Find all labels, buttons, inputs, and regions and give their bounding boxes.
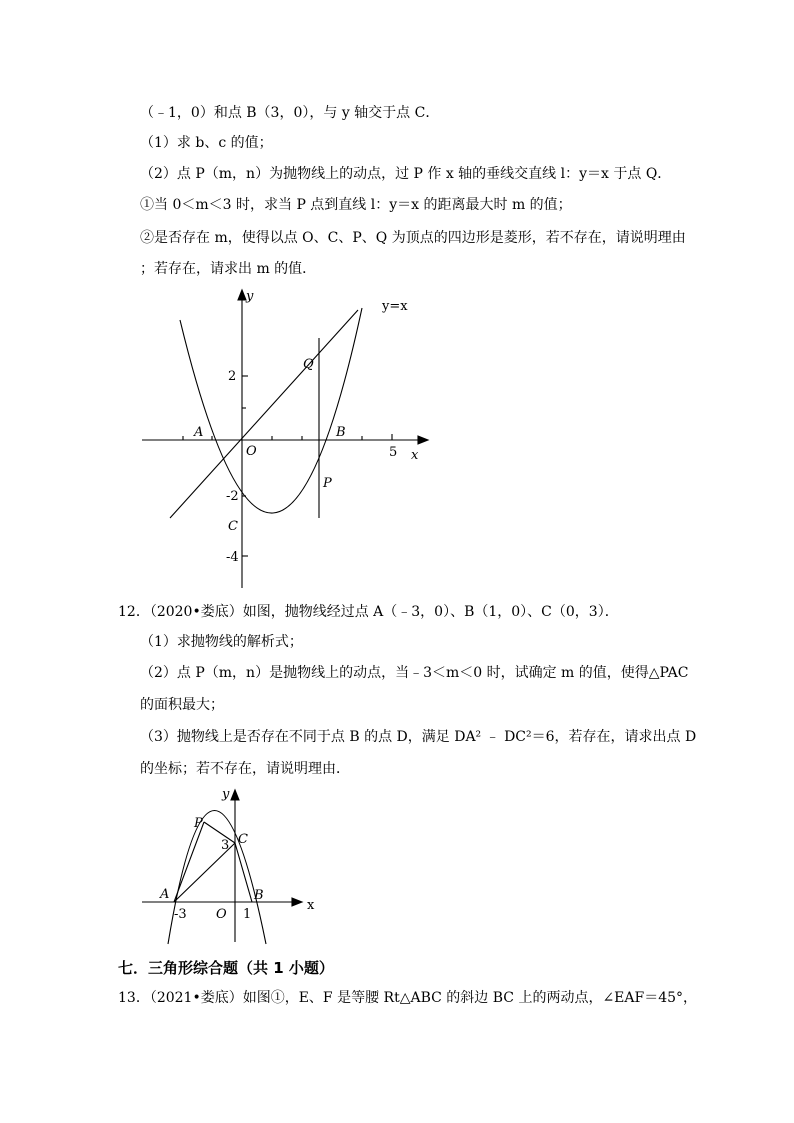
p11-tick-neg4: -4 [226,550,239,565]
p12-x-label: x [307,898,315,913]
p12-tick-neg3: -3 [174,907,187,922]
p11-line-2: （1）求 b、c 的值； [140,135,273,151]
p11-point-C: C [228,519,238,534]
p11-line-4: ①当 0＜m＜3 时，求当 P 点到直线 l：y＝x 的距离最大时 m 的值； [140,197,572,213]
p11-tick-neg2: -2 [226,489,239,504]
p11-parabola [180,308,362,513]
p11-tick-5: 5 [389,445,398,460]
p11-line-5: ②是否存在 m，使得以点 O、C、P、Q 为顶点的四边形是菱形，若不存在，请说明理由 [140,230,686,246]
p12-line-4: 的面积最大； [140,697,224,713]
p11-figure [130,282,450,592]
p12-tick-1: 1 [243,907,252,922]
p12-line-1: 12．（2020•娄底）如图，抛物线经过点 A（﹣3，0）、B（1，0）、C（0，3）． [118,604,619,620]
p12-figure [140,782,330,948]
p12-line-5: （3）抛物线上是否存在不同于点 B 的点 D，满足 DA² ﹣ DC²＝6，若存在，请求出点 D [140,729,697,745]
p12-y-label: y [222,787,230,802]
p12-line-3: （2）点 P（m，n）是抛物线上的动点，当﹣3＜m＜0 时，试确定 m 的值，使得△PAC [140,665,689,681]
p11-line-1: （﹣1，0）和点 B（3，0），与 y 轴交于点 C． [140,105,440,121]
p12-y-arrow [231,790,239,800]
p12-tick-3: 3 [221,838,230,853]
p12-segment-PC [204,822,235,843]
p11-point-A: A [194,425,204,440]
p11-point-Q: Q [303,357,314,372]
p11-tick-2: 2 [228,369,237,384]
p12-segment-AP [174,822,204,902]
p12-point-C: C [238,832,248,847]
p11-y-label: y [246,289,254,304]
p11-line-6: ；若存在，请求出 m 的值． [140,261,317,277]
p11-point-P: P [323,476,332,491]
p11-y-arrow [238,290,246,300]
p12-x-arrow [292,898,302,906]
p11-x-label: x [411,448,419,463]
p11-point-B: B [336,425,346,440]
p11-line-3: （2）点 P（m，n）为抛物线上的动点，过 P 作 x 轴的垂线交直线 l：y＝x 于点 Q． [140,166,672,182]
p11-line-label: y=x [382,299,408,314]
p12-line-2: （1）求抛物线的解析式； [140,634,303,650]
section-7-title: 七．三角形综合题（共 1 小题） [118,959,334,977]
p12-point-A: A [160,887,170,902]
p12-origin-label: O [216,907,227,922]
p12-point-B: B [254,888,264,903]
p11-origin-label: O [246,444,257,459]
p12-line-6: 的坐标；若不存在，请说明理由． [140,761,350,777]
p11-x-arrow [418,436,428,444]
p13-line-1: 13．（2021•娄底）如图①，E、F 是等腰 Rt△ABC 的斜边 BC 上的两动点，∠EAF＝45°， [118,990,698,1006]
p12-point-P: P [194,816,203,831]
